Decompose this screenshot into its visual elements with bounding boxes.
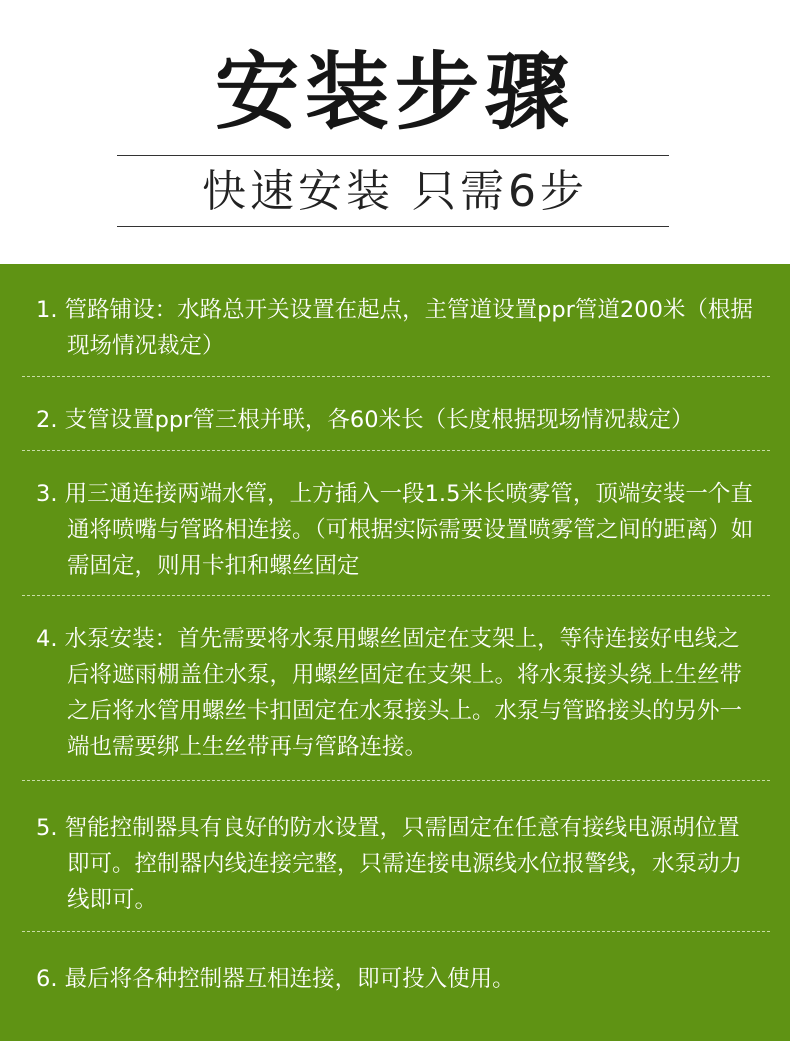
step-text: 5. 智能控制器具有良好的防水设置，只需固定在任意有接线电源胡位置即可。控制器内线连接完整，只需连接电源线水位报警线，水泵动力线即可。 <box>36 815 743 913</box>
step-text: 1. 管路铺设：水路总开关设置在起点，主管道设置ppr管道200米（根据现场情况裁定） <box>36 297 753 359</box>
step-4 <box>36 621 761 765</box>
step-6 <box>36 961 761 997</box>
divider-top <box>117 155 669 156</box>
step-separator <box>22 376 770 377</box>
step-2 <box>36 402 761 438</box>
step-separator <box>22 595 770 596</box>
steps-panel <box>0 264 790 1041</box>
divider-bottom <box>117 226 669 227</box>
step-text: 2. 支管设置ppr管三根并联，各60米长（长度根据现场情况裁定） <box>36 407 694 433</box>
step-separator <box>22 780 770 781</box>
step-separator <box>22 450 770 451</box>
header <box>0 0 790 264</box>
page-title: 安装步骤 <box>214 43 575 141</box>
step-3 <box>36 476 761 584</box>
step-text: 4. 水泵安装：首先需要将水泵用螺丝固定在支架上，等待连接好电线之后将遮雨棚盖住水泵，用螺丝固定在支架上。将水泵接头绕上生丝带之后将水管用螺丝卡扣固定在水泵接头上。水泵与管路接头的另外一端也需要绑上生丝带再与管路连接。 <box>36 626 743 760</box>
step-5 <box>36 810 761 918</box>
step-text: 3. 用三通连接两端水管，上方插入一段1.5米长喷雾管，顶端安装一个直通将喷嘴与管路相连接。（可根据实际需要设置喷雾管之间的距离）如需固定，则用卡扣和螺丝固定 <box>36 481 754 579</box>
step-separator <box>22 931 770 932</box>
step-1 <box>36 292 761 364</box>
page-subtitle: 快速安装 只需6步 <box>202 166 588 217</box>
step-text: 6. 最后将各种控制器互相连接，即可投入使用。 <box>36 966 515 992</box>
